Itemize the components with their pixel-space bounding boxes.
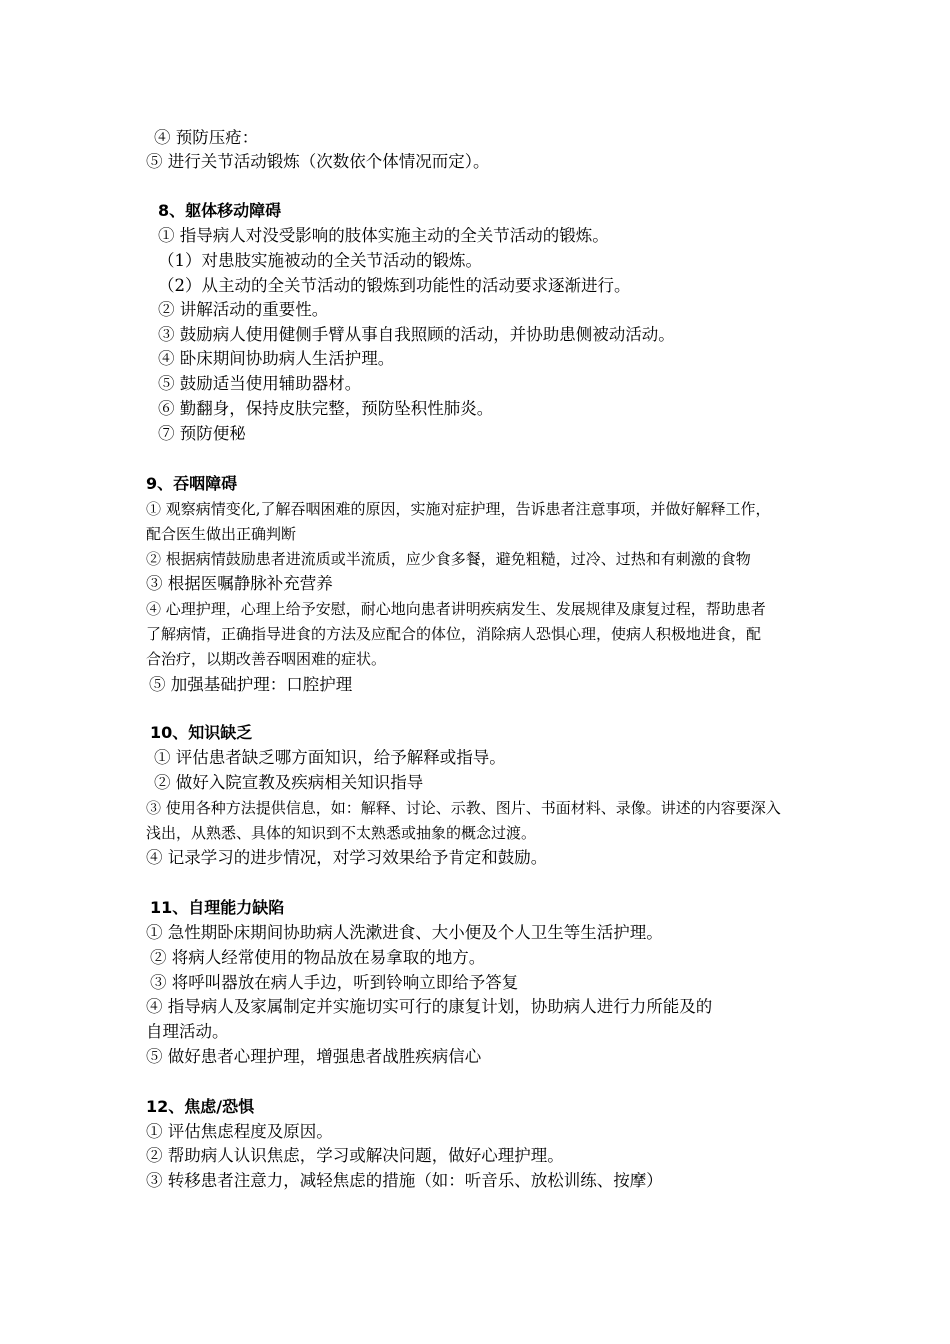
list-item: ② 帮助病人认识焦虑，学习或解决问题，做好心理护理。 [146,1146,564,1165]
list-item: ③ 根据医嘱静脉补充营养 [146,574,333,593]
list-item: ④ 记录学习的进步情况，对学习效果给予肯定和鼓励。 [146,848,548,867]
list-item: 浅出，从熟悉、具体的知识到不太熟悉或抽象的概念过渡。 [146,824,537,842]
section-heading: 12、焦虑/恐惧 [146,1097,255,1116]
section-heading: 9、吞咽障碍 [146,474,238,493]
list-item: ① 观察病情变化,了解吞咽困难的原因，实施对症护理，告诉患者注意事项，并做好解释工作， [146,500,771,518]
list-item: ④ 卧床期间协助病人生活护理。 [158,349,395,368]
list-item: ③ 鼓励病人使用健侧手臂从事自我照顾的活动，并协助患侧被动活动。 [158,325,675,344]
list-item: ⑤ 进行关节活动锻炼（次数依个体情况而定）。 [146,152,490,171]
list-item: ① 评估焦虑程度及原因。 [146,1122,333,1141]
list-item: ① 指导病人对没受影响的肢体实施主动的全关节活动的锻炼。 [158,226,609,245]
list-item: ② 将病人经常使用的物品放在易拿取的地方。 [150,948,486,967]
section-heading: 8、躯体移动障碍 [158,201,282,220]
list-item: 了解病情，正确指导进食的方法及应配合的体位，消除病人恐惧心理，使病人积极地进食，配 [146,625,762,643]
list-item: ④ 指导病人及家属制定并实施切实可行的康复计划，协助病人进行力所能及的 [146,997,713,1016]
list-item: ① 评估患者缺乏哪方面知识，给予解释或指导。 [154,748,506,767]
list-item: ③ 转移患者注意力，减轻焦虑的措施（如：听音乐、放松训练、按摩） [146,1171,663,1190]
section-heading: 11、自理能力缺陷 [150,898,285,917]
list-item: ⑤ 做好患者心理护理，增强患者战胜疾病信心 [146,1047,482,1066]
list-item: 自理活动。 [146,1022,229,1041]
list-item: ⑦ 预防便秘 [158,424,246,443]
list-item: ② 讲解活动的重要性。 [158,300,329,319]
section-heading: 10、知识缺乏 [150,723,253,742]
list-item: ② 根据病情鼓励患者进流质或半流质，应少食多餐，避免粗糙，过冷、过热和有刺激的食物 [146,550,751,568]
list-item: ④ 心理护理，心理上给予安慰，耐心地向患者讲明疾病发生、发展规律及康复过程，帮助患者 [146,600,766,618]
list-item: ⑥ 勤翻身，保持皮肤完整，预防坠积性肺炎。 [158,399,494,418]
list-item: ③ 使用各种方法提供信息，如：解释、讨论、示教、图片、书面材料、录像。讲述的内容要深入 [146,799,781,817]
list-item: ① 急性期卧床期间协助病人洗漱进食、大小便及个人卫生等生活护理。 [146,923,663,942]
list-item: ⑤ 加强基础护理：口腔护理 [149,675,353,694]
list-item: （1）对患肢实施被动的全关节活动的锻炼。 [158,251,482,270]
list-item: ⑤ 鼓励适当使用辅助器材。 [158,374,362,393]
list-item: 合治疗，以期改善吞咽困难的症状。 [146,650,387,668]
list-item: 配合医生做出正确判断 [146,525,297,543]
list-item: （2）从主动的全关节活动的锻炼到功能性的活动要求逐渐进行。 [158,276,631,295]
list-item: ② 做好入院宣教及疾病相关知识指导 [154,773,424,792]
list-item: ③ 将呼叫器放在病人手边，听到铃响立即给予答复 [150,973,519,992]
list-item: ④ 预防压疮： [154,128,259,147]
